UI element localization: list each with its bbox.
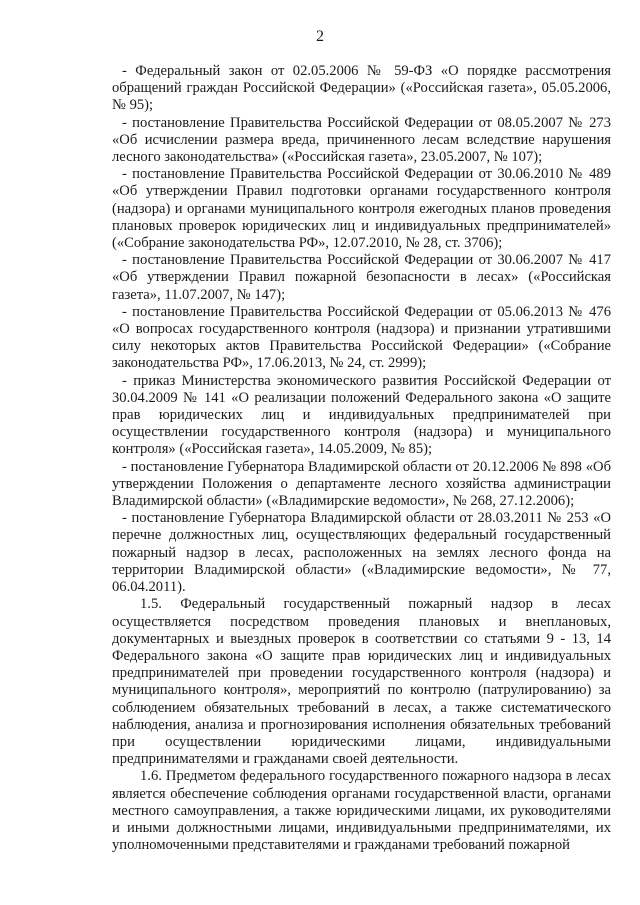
list-item-decree-273: - постановление Правительства Российской Федерации от 08.05.2007 № 273 «Об исчислении размера вреда, причиненного лесам вследствие нарушения лесного законодательства» («Российская газета», 23.05.2007, № 107); (112, 114, 611, 166)
list-item-decree-489: - постановление Правительства Российской Федерации от 30.06.2010 № 489 «Об утверждении Правил подготовки органами государственного контроля (надзора) и органами муниципального контроля ежегодных планов проведения плановых проверок юридических лиц и индивидуальных предпринимателей» («Собрание законодательства РФ», 12.07.2010, № 28, ст. 3706); (112, 166, 611, 252)
document-body (112, 63, 611, 854)
list-item-governor-253: - постановление Губернатора Владимирской области от 28.03.2011 № 253 «О перечне должностных лиц, осуществляющих федеральный государственный пожарный надзор в лесах, расположенных на землях лесного фонда на территории Владимирской области» («Владимирские ведомости», № 77, 06.04.2011). (112, 510, 611, 596)
section-1-5-paragraph: 1.5. Федеральный государственный пожарный надзор в лесах осуществляется посредством проведения плановых и внеплановых, документарных и выездных проверок в соответствии со статьями 9 - 13, 14 Федерального закона «О защите прав юридических лиц и индивидуальных предпринимателей при проведении государственного контроля (надзора) и муниципального контроля», мероприятий по контролю (патрулированию) за соблюдением обязательных требований в лесах, а также систематического наблюдения, анализа и прогнозирования исполнения обязательных требований при осуществлении юридическими лицами, индивидуальными предпринимателями и гражданами своей деятельности. (112, 596, 611, 768)
list-item-governor-898: - постановление Губернатора Владимирской области от 20.12.2006 № 898 «Об утверждении Положения о департаменте лесного хозяйства администрации Владимирской области» («Владимирские ведомости», № 268, 27.12.2006); (112, 458, 611, 510)
page-number: 2 (316, 28, 324, 45)
list-item-decree-476: - постановление Правительства Российской Федерации от 05.06.2013 № 476 «О вопросах государственного контроля (надзора) и признании утратившими силу некоторых актов Правительства Российской Федерации» («Собрание законодательства РФ», 17.06.2013, № 24, ст. 2999); (112, 303, 611, 372)
list-item-decree-417: - постановление Правительства Российской Федерации от 30.06.2007 № 417 «Об утверждении Правил пожарной безопасности в лесах» («Российская газета», 11.07.2007, № 147); (112, 252, 611, 303)
list-item-order-141: - приказ Министерства экономического развития Российской Федерации от 30.04.2009 № 141 «О реализации положений Федерального закона «О защите прав юридических лиц и индивидуальных предпринимателей при осуществлении государственного контроля (надзора) и муниципального контроля» («Российская газета», 14.05.2009, № 85); (112, 372, 611, 458)
list-item-law-59fz: - Федеральный закон от 02.05.2006 № 59-ФЗ «О порядке рассмотрения обращений граждан Российской Федерации» («Российская газета», 05.05.2006, № 95); (112, 63, 611, 114)
section-1-6-paragraph: 1.6. Предметом федерального государственного пожарного надзора в лесах является обеспечение соблюдения органами государственной власти, органами местного самоуправления, а также юридическими лицами, их руководителями и иными должностными лицами, индивидуальными предпринимателями, их уполномоченными представителями и гражданами требований пожарной (112, 768, 611, 854)
